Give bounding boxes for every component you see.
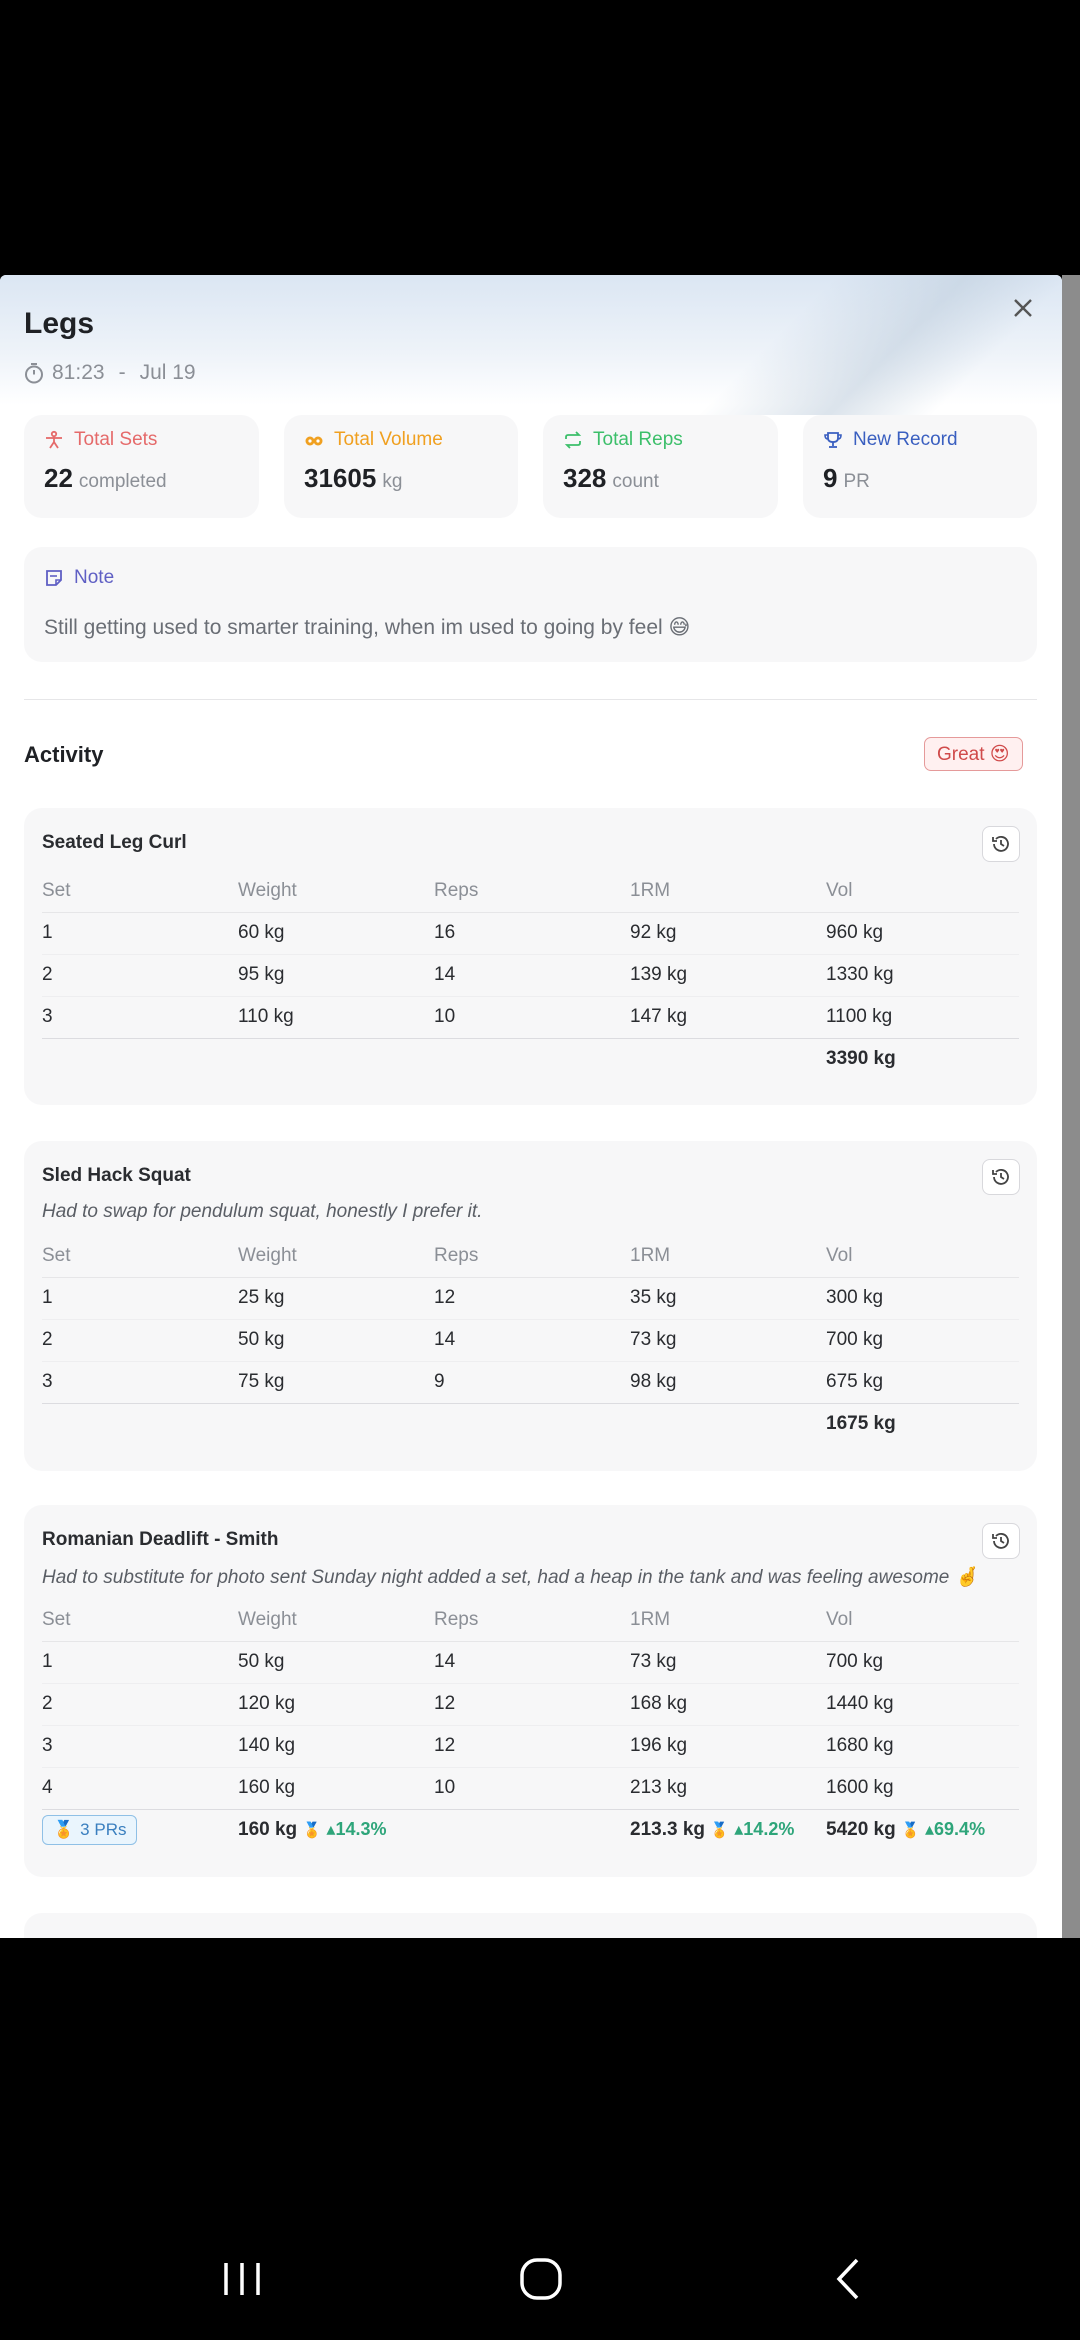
history-icon[interactable] bbox=[982, 1523, 1020, 1559]
cell: 92 kg bbox=[630, 912, 826, 954]
cell: 60 kg bbox=[238, 912, 434, 954]
total-row bbox=[42, 1403, 1019, 1445]
col-1rm: 1RM bbox=[630, 870, 826, 912]
cell: 2 bbox=[42, 954, 238, 996]
rating-badge bbox=[924, 737, 1023, 771]
pr-1rm: 213.3 kg bbox=[630, 1819, 705, 1841]
col-reps: Reps bbox=[434, 870, 630, 912]
cell: 12 bbox=[434, 1277, 630, 1319]
sheet-header bbox=[0, 275, 1062, 405]
cell: 960 kg bbox=[826, 912, 1019, 954]
cell: 3 bbox=[42, 1361, 238, 1403]
rating-text: Great 😍 bbox=[937, 743, 1010, 765]
stat-value: 22 bbox=[44, 463, 73, 493]
cell: 1100 kg bbox=[826, 996, 1019, 1038]
cell: 50 kg bbox=[238, 1319, 434, 1361]
stat-unit: count bbox=[612, 471, 659, 492]
cell: 700 kg bbox=[826, 1319, 1019, 1361]
cell: 196 kg bbox=[630, 1725, 826, 1767]
exercise-name: Seated Leg Curl bbox=[42, 832, 187, 853]
cell: 300 kg bbox=[826, 1277, 1019, 1319]
header-decoration bbox=[682, 275, 1062, 415]
sets-table bbox=[42, 870, 1019, 1080]
cell: 1 bbox=[42, 1277, 238, 1319]
col-set: Set bbox=[42, 1235, 238, 1277]
stat-total-sets bbox=[24, 415, 259, 518]
cell: 16 bbox=[434, 912, 630, 954]
cell: 10 bbox=[434, 1767, 630, 1809]
col-vol: Vol bbox=[826, 870, 1019, 912]
cell: 25 kg bbox=[238, 1277, 434, 1319]
col-set: Set bbox=[42, 870, 238, 912]
pr-vol: 5420 kg bbox=[826, 1819, 896, 1841]
exercise-card bbox=[24, 1141, 1037, 1471]
stat-total-reps bbox=[543, 415, 778, 518]
exercise-note: Had to substitute for photo sent Sunday night added a set, had a heap in the tank and was feeling awesome 🤞 bbox=[42, 1567, 979, 1588]
exercise-card bbox=[24, 808, 1037, 1105]
workout-date: Jul 19 bbox=[139, 361, 196, 384]
col-vol: Vol bbox=[826, 1599, 1019, 1641]
table-row bbox=[42, 1319, 1019, 1361]
cell: 73 kg bbox=[630, 1641, 826, 1683]
cell: 75 kg bbox=[238, 1361, 434, 1403]
cell: 1440 kg bbox=[826, 1683, 1019, 1725]
back-button[interactable] bbox=[818, 2254, 878, 2304]
cell: 14 bbox=[434, 954, 630, 996]
cell: 9 bbox=[434, 1361, 630, 1403]
cell: 12 bbox=[434, 1725, 630, 1767]
history-icon[interactable] bbox=[982, 1159, 1020, 1195]
stat-new-record bbox=[803, 415, 1037, 518]
recent-apps-button[interactable] bbox=[212, 2254, 272, 2304]
person-lifting-icon bbox=[44, 430, 64, 450]
cell: 110 kg bbox=[238, 996, 434, 1038]
cell: 140 kg bbox=[238, 1725, 434, 1767]
note-label: Note bbox=[74, 567, 115, 588]
cell: 675 kg bbox=[826, 1361, 1019, 1403]
pr-1rm-change: 14.2% bbox=[743, 1819, 795, 1840]
cell: 1680 kg bbox=[826, 1725, 1019, 1767]
sets-table bbox=[42, 1235, 1019, 1445]
col-reps: Reps bbox=[434, 1235, 630, 1277]
cell: 14 bbox=[434, 1641, 630, 1683]
cell: 4 bbox=[42, 1767, 238, 1809]
total-volume: 1675 kg bbox=[826, 1413, 896, 1435]
col-vol: Vol bbox=[826, 1235, 1019, 1277]
note-text: Still getting used to smarter training, when im used to going by feel 😅 bbox=[44, 616, 691, 639]
weights-icon bbox=[304, 430, 324, 450]
stat-value: 328 bbox=[563, 463, 607, 493]
meta-separator: - bbox=[118, 361, 126, 384]
cell: 213 kg bbox=[630, 1767, 826, 1809]
col-reps: Reps bbox=[434, 1599, 630, 1641]
cell: 147 kg bbox=[630, 996, 826, 1038]
exercise-note: Had to swap for pendulum squat, honestly I prefer it. bbox=[42, 1201, 483, 1222]
cell: 2 bbox=[42, 1683, 238, 1725]
cell: 14 bbox=[434, 1319, 630, 1361]
workout-title: Legs bbox=[24, 307, 95, 340]
stat-unit: kg bbox=[382, 471, 403, 492]
trophy-icon bbox=[823, 430, 843, 450]
table-row bbox=[42, 1767, 1019, 1809]
stat-value: 31605 bbox=[304, 463, 377, 493]
cell: 120 kg bbox=[238, 1683, 434, 1725]
close-icon[interactable] bbox=[1006, 291, 1040, 325]
sets-table bbox=[42, 1599, 1019, 1851]
cell: 168 kg bbox=[630, 1683, 826, 1725]
stat-label: Total Reps bbox=[593, 429, 683, 450]
table-header bbox=[42, 1235, 1019, 1277]
stopwatch-icon bbox=[24, 362, 44, 384]
cell: 12 bbox=[434, 1683, 630, 1725]
total-volume: 3390 kg bbox=[826, 1048, 896, 1070]
cell: 73 kg bbox=[630, 1319, 826, 1361]
history-icon[interactable] bbox=[982, 826, 1020, 862]
cell: 1 bbox=[42, 912, 238, 954]
cell: 98 kg bbox=[630, 1361, 826, 1403]
medal-icon: 🏅 bbox=[302, 1822, 322, 1840]
trend-up-icon: ▴ bbox=[326, 1819, 336, 1840]
workout-meta bbox=[24, 361, 196, 385]
col-weight: Weight bbox=[238, 1599, 434, 1641]
exercise-name: Romanian Deadlift - Smith bbox=[42, 1529, 279, 1550]
home-button[interactable] bbox=[511, 2254, 571, 2304]
medal-icon: 🏅 bbox=[901, 1822, 920, 1840]
workout-detail-sheet bbox=[0, 275, 1062, 1938]
status-area bbox=[0, 0, 1080, 275]
workout-duration: 81:23 bbox=[52, 361, 105, 384]
table-row bbox=[42, 954, 1019, 996]
pr-vol-change: 69.4% bbox=[934, 1819, 986, 1840]
exercise-card bbox=[24, 1505, 1037, 1877]
table-row bbox=[42, 1641, 1019, 1683]
pr-count: 3 PRs bbox=[80, 1820, 127, 1840]
cell: 95 kg bbox=[238, 954, 434, 996]
medal-icon: 🏅 bbox=[710, 1822, 729, 1840]
exercise-card-partial bbox=[24, 1913, 1037, 1938]
pr-badge[interactable] bbox=[42, 1815, 137, 1845]
col-set: Set bbox=[42, 1599, 238, 1641]
col-weight: Weight bbox=[238, 870, 434, 912]
cell: 50 kg bbox=[238, 1641, 434, 1683]
table-header bbox=[42, 870, 1019, 912]
table-row bbox=[42, 1361, 1019, 1403]
cell: 139 kg bbox=[630, 954, 826, 996]
cell: 1330 kg bbox=[826, 954, 1019, 996]
table-row bbox=[42, 1277, 1019, 1319]
workout-note bbox=[24, 547, 1037, 662]
exercise-name: Sled Hack Squat bbox=[42, 1165, 191, 1186]
stat-value: 9 bbox=[823, 463, 838, 493]
pr-summary-row bbox=[42, 1809, 1019, 1851]
cell: 3 bbox=[42, 1725, 238, 1767]
table-row bbox=[42, 1725, 1019, 1767]
note-icon bbox=[44, 568, 64, 588]
col-1rm: 1RM bbox=[630, 1235, 826, 1277]
cell: 10 bbox=[434, 996, 630, 1038]
cell: 2 bbox=[42, 1319, 238, 1361]
pr-weight-change: 14.3% bbox=[335, 1819, 387, 1840]
activity-title: Activity bbox=[24, 742, 104, 767]
stat-label: New Record bbox=[853, 429, 958, 450]
stat-unit: PR bbox=[843, 471, 870, 492]
cell: 1600 kg bbox=[826, 1767, 1019, 1809]
col-weight: Weight bbox=[238, 1235, 434, 1277]
stat-label: Total Volume bbox=[334, 429, 443, 450]
trend-up-icon: ▴ bbox=[734, 1819, 744, 1840]
table-row bbox=[42, 912, 1019, 954]
divider bbox=[24, 699, 1037, 700]
scrollbar[interactable] bbox=[1062, 275, 1080, 1938]
cell: 3 bbox=[42, 996, 238, 1038]
stat-label: Total Sets bbox=[74, 429, 158, 450]
cell: 35 kg bbox=[630, 1277, 826, 1319]
cell: 160 kg bbox=[238, 1767, 434, 1809]
cell: 1 bbox=[42, 1641, 238, 1683]
total-row bbox=[42, 1038, 1019, 1080]
table-row bbox=[42, 1683, 1019, 1725]
pr-weight: 160 kg bbox=[238, 1819, 298, 1841]
repeat-icon bbox=[563, 430, 583, 450]
trend-up-icon: ▴ bbox=[924, 1819, 935, 1840]
stat-unit: completed bbox=[78, 471, 167, 492]
stat-total-volume bbox=[284, 415, 518, 518]
col-1rm: 1RM bbox=[630, 1599, 826, 1641]
medal-icon: 🏅 bbox=[53, 1820, 75, 1840]
table-row bbox=[42, 996, 1019, 1038]
cell: 700 kg bbox=[826, 1641, 1019, 1683]
table-header bbox=[42, 1599, 1019, 1641]
